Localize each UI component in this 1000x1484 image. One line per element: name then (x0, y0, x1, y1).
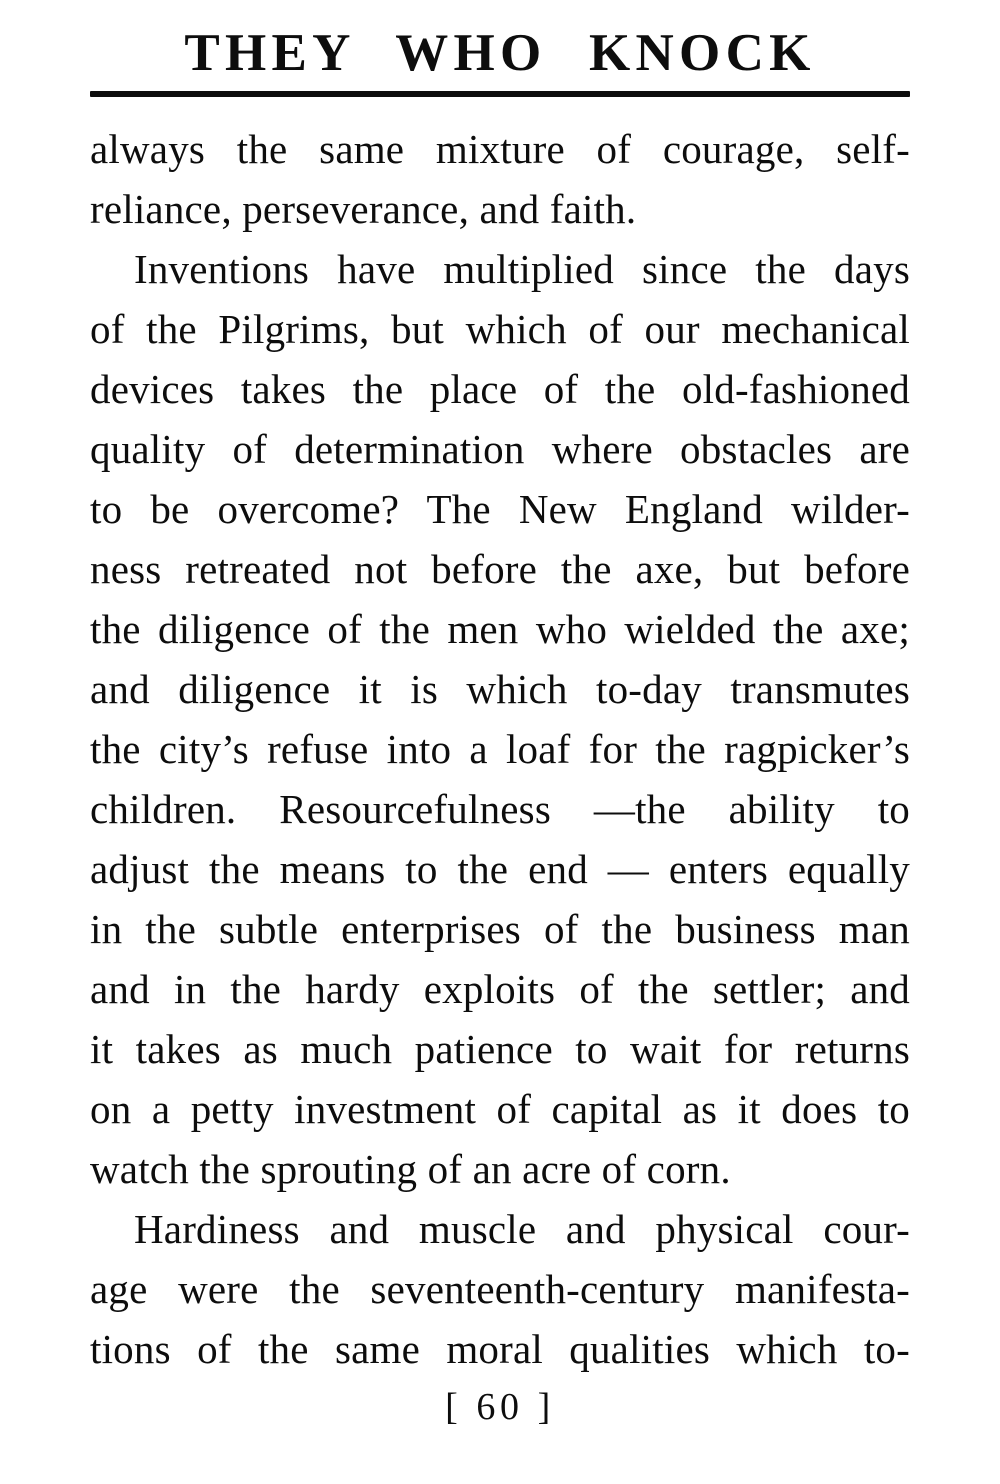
text-line: tions of the same moral qualities which to- (90, 1326, 910, 1372)
text-line: Hardiness and muscle and physical cour- (134, 1206, 910, 1252)
text-line: to be overcome? The New England wilder- (90, 486, 910, 532)
text-line: the city’s refuse into a loaf for the ragpicker’s (90, 726, 910, 772)
text-line: on a petty investment of capital as it does to (90, 1086, 910, 1132)
page-number: [ 60 ] (445, 1386, 555, 1428)
text-line: and in the hardy exploits of the settler; and (90, 966, 910, 1012)
page-title: THEY WHO KNOCK (184, 24, 816, 82)
text-line: watch the sprouting of an acre of corn. (90, 1146, 731, 1192)
text-line: Inventions have multiplied since the days (134, 246, 910, 292)
text-line: of the Pilgrims, but which of our mechanical (90, 306, 910, 352)
text-line: devices takes the place of the old-fashioned (90, 366, 910, 412)
text-line: the diligence of the men who wielded the axe; (90, 606, 910, 652)
text-block (90, 119, 910, 1379)
text-line: age were the seventeenth-century manifesta- (90, 1266, 910, 1312)
text-line: in the subtle enterprises of the business man (90, 906, 910, 952)
text-line: children. Resourcefulness —the ability to (90, 786, 910, 832)
text-line: reliance, perseverance, and faith. (90, 186, 637, 232)
text-line: ness retreated not before the axe, but before (90, 546, 910, 592)
text-line: always the same mixture of courage, self- (90, 126, 910, 172)
text-line: and diligence it is which to-day transmutes (90, 666, 910, 712)
title-rule (90, 91, 910, 97)
text-line: adjust the means to the end — enters equally (90, 846, 910, 892)
text-line: quality of determination where obstacles are (90, 426, 910, 472)
text-line: it takes as much patience to wait for returns (90, 1026, 910, 1072)
